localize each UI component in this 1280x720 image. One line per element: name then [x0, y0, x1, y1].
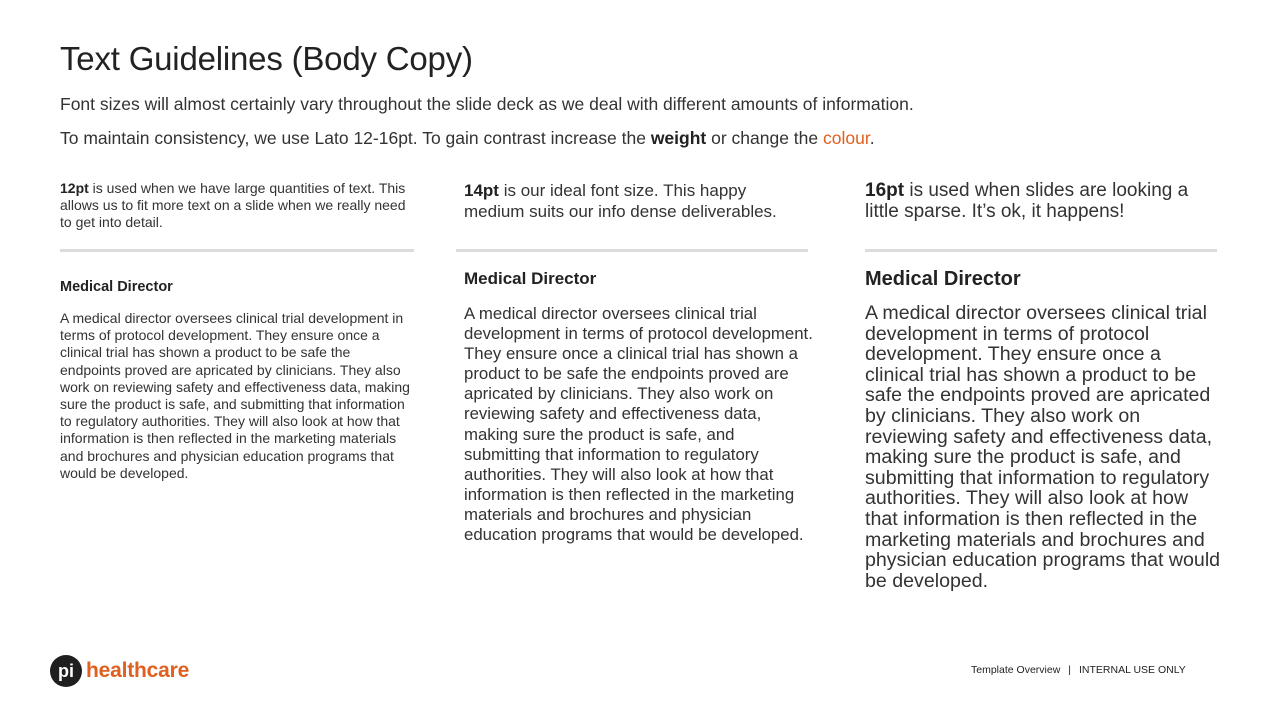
logo-mark-text: pi [58, 661, 74, 681]
intro-colour-word: colour [822, 128, 870, 148]
column-body: A medical director oversees clinical trial development in terms of protocol development. They ensure once a clinical trial has shown a product to be safe the endpoints proved are apricated by clinicians. They also work on reviewing safety and effectiveness data, making sure the product is safe, and submitting that information to regulatory authorities. They will also look at how that information is then reflected in the marketing materials and brochures and physician education programs that would be developed. [464, 304, 813, 545]
footer-internal-label: INTERNAL USE ONLY [1079, 664, 1186, 676]
divider [865, 249, 1217, 252]
column-subheading: Medical Director [464, 269, 597, 288]
intro-line-2-end: . [869, 128, 875, 148]
intro-line-2-text: To maintain consistency, we use Lato 12-16pt. To gain contrast increase the [60, 128, 651, 148]
pi-logo-icon [50, 655, 82, 687]
column-body: A medical director oversees clinical trial development in terms of protocol development. They ensure once a clinical trial has shown a product to be safe the endpoints proved are apricated by clinicians. They also work on reviewing safety and effectiveness data, making sure the product is safe, and submitting that information to regulatory authorities. They will also look at how that information is then reflected in the marketing materials and brochures and physician education programs that would be developed. [60, 310, 410, 481]
column-12pt [60, 180, 415, 481]
column-body: A medical director oversees clinical trial development in terms of protocol development. They ensure once a clinical trial has shown a product to be safe the endpoints proved are apricated by clinicians. They also work on reviewing safety and effectiveness data, making sure the product is safe, and submitting that information to regulatory authorities. They will also look at how that information is then reflected in the marketing materials and brochures and physician education programs that would be developed. [865, 302, 1221, 592]
footer-template-label: Template Overview [971, 664, 1061, 676]
lead-text: is used when slides are looking a little sparse. It’s ok, it happens! [865, 180, 1189, 222]
lead-text: is our ideal font size. This happy medium suits our info dense deliverables. [464, 181, 777, 221]
column-subheading: Medical Director [60, 279, 173, 295]
intro-weight-word: weight [650, 128, 707, 148]
size-label: 12pt [60, 180, 89, 196]
column-subheading: Medical Director [865, 268, 1021, 290]
divider [60, 249, 414, 252]
size-label: 14pt [464, 181, 499, 200]
lead-text: is used when we have large quantities of text. This allows us to fit more text on a slide when we really need to get into detail. [60, 180, 406, 230]
intro-line-1: Font sizes will almost certainly vary throughout the slide deck as we deal with different amounts of information. [60, 94, 914, 114]
divider [456, 249, 808, 252]
footer-separator: | [1068, 664, 1072, 676]
column-lead [456, 180, 808, 222]
company-logo [50, 655, 189, 687]
column-lead [865, 180, 1217, 222]
slide-title: Text Guidelines (Body Copy) [60, 40, 473, 77]
footer [971, 664, 1186, 676]
column-lead [60, 180, 415, 231]
intro-line-2-mid: or change the [706, 128, 823, 148]
intro-line-2 [60, 128, 875, 149]
column-16pt [865, 180, 1221, 592]
size-label: 16pt [865, 180, 905, 201]
logo-wordmark: healthcare [86, 659, 190, 682]
column-14pt [456, 180, 813, 545]
